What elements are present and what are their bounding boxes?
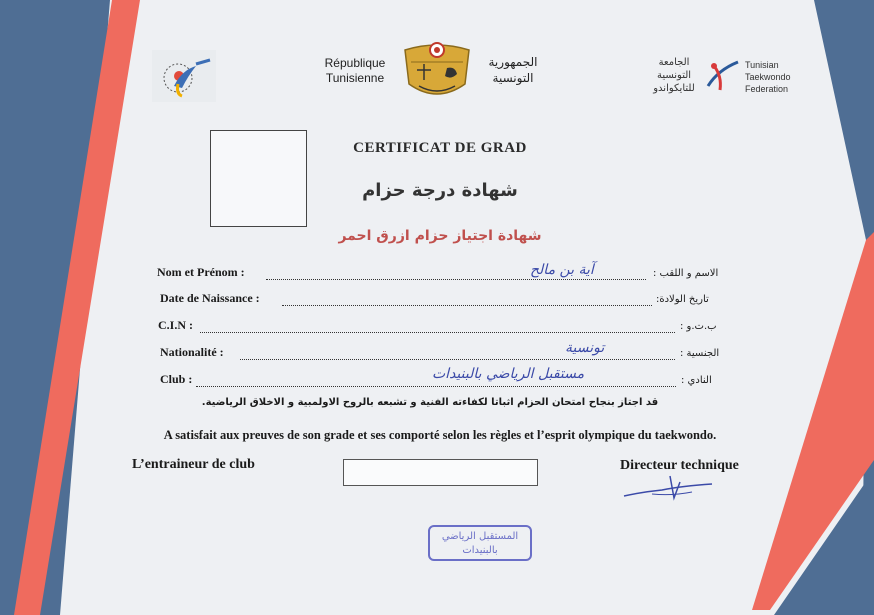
federation-logo-icon <box>704 56 742 96</box>
pledge-text-ar: قد اجتاز بنجاح امتحان الحزام اثباتا لكفاءته الفنية و تشبعه بالروح الاولمبية و الاخلاق الرياضية. <box>201 397 659 408</box>
name-label-ar: الاسم و اللقب : <box>653 268 719 279</box>
name-label-fr: Nom et Prénom : <box>157 265 245 279</box>
federation-ar-line2: التونسية <box>656 70 692 81</box>
certificate-subtitle-ar: شهادة اجتياز حزام ازرق احمر <box>338 228 542 244</box>
republic-ar-line1: الجمهورية <box>488 55 538 69</box>
republic-name-ar <box>478 54 548 86</box>
nationality-label-fr: Nationalité : <box>160 345 224 359</box>
club-dotted-line <box>196 386 676 387</box>
birth-date-dotted-line <box>282 305 652 306</box>
nationality-dotted-line <box>240 359 675 360</box>
cin-label-ar: ب.ت.و : <box>680 321 717 332</box>
name-dotted-line <box>266 279 646 280</box>
federation-ar-line1: الجامعة <box>658 57 690 68</box>
federation-en-line2: Taekwondo <box>745 72 791 82</box>
club-stamp <box>428 525 532 561</box>
stamp-line2: بالبنيدات <box>462 545 498 556</box>
photo-placeholder <box>210 130 307 227</box>
club-label-fr: Club : <box>160 372 193 386</box>
republic-ar-line2: التونسية <box>492 71 534 85</box>
republic-name-fr <box>318 56 392 86</box>
world-taekwondo-logo <box>152 50 216 102</box>
director-signature <box>622 474 718 504</box>
nationality-label-ar: الجنسية : <box>680 348 720 359</box>
certificate-title-ar: شهادة درجة حزام <box>362 180 518 201</box>
coach-signature-label: L’entraineur de club <box>132 457 255 472</box>
cin-dotted-line <box>200 332 675 333</box>
federation-en-line1: Tunisian <box>745 60 779 70</box>
certificate-title-fr: CERTIFICAT DE GRAD <box>353 140 527 156</box>
nationality-value: تونسية <box>565 340 605 356</box>
pledge-text-fr: A satisfait aux preuves de son grade et ses comporté selon les règles et l’esprit olympique du taekwondo. <box>163 428 717 442</box>
federation-name-ar <box>642 56 706 95</box>
federation-en-line3: Federation <box>745 84 789 94</box>
club-label-ar: النادي : <box>681 375 712 386</box>
birth-date-label-ar: تاريخ الولادة: <box>656 294 709 305</box>
stamp-line1: المستقبل الرياضي <box>441 531 519 542</box>
grade-box <box>343 459 538 486</box>
federation-ar-line3: للتايكواندو <box>653 83 695 94</box>
name-value: آية بن مالح <box>530 262 594 278</box>
republic-fr-line2: Tunisienne <box>325 71 385 85</box>
director-signature-label: Directeur technique <box>620 458 739 473</box>
birth-date-label-fr: Date de Naissance : <box>160 291 260 305</box>
cin-label-fr: C.I.N : <box>158 318 193 332</box>
tunisia-coat-of-arms <box>397 40 477 104</box>
republic-fr-line1: République <box>324 56 386 70</box>
club-value: مستقبل الرياضي بالبنيدات <box>432 366 585 382</box>
federation-name-en <box>745 59 805 95</box>
